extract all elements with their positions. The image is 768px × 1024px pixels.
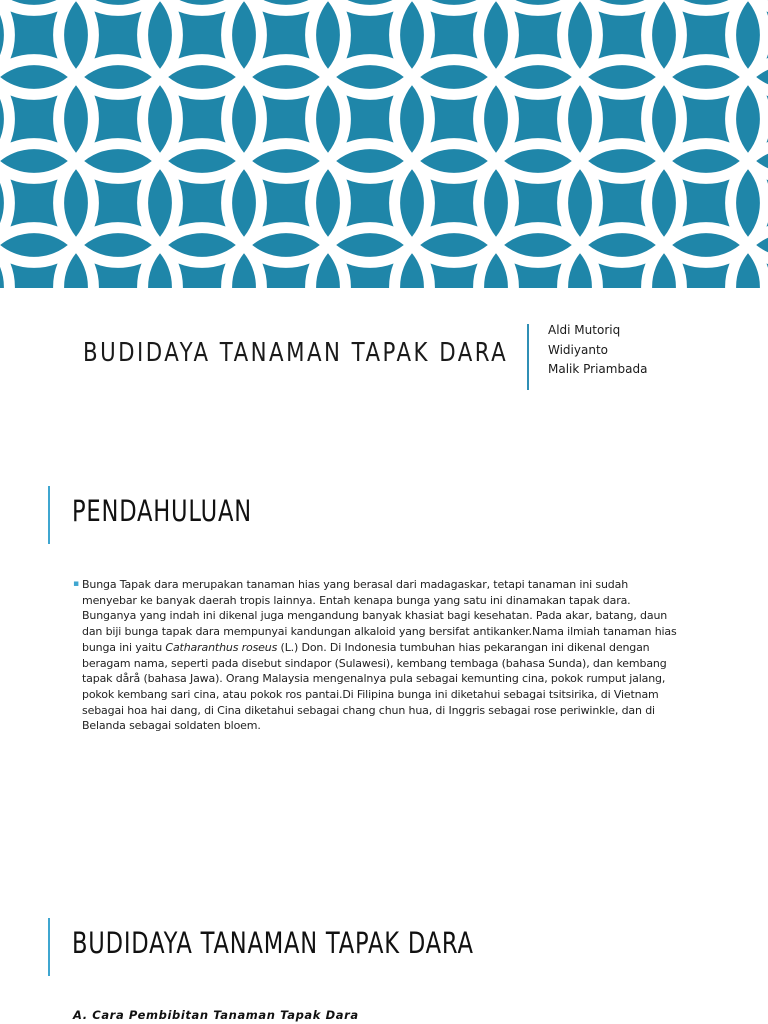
section-accent-bar (48, 918, 50, 976)
author-name: Widiyanto (548, 342, 608, 357)
pembibitan-subheading: A. Cara Pembibitan Tanaman Tapak Dara (73, 1008, 359, 1022)
budidaya-heading: BUDIDAYA TANAMAN TAPAK DARA (72, 926, 474, 960)
banner-pattern (0, 0, 768, 288)
presentation-title: BUDIDAYA TANAMAN TAPAK DARA (83, 338, 509, 368)
intro-text-part1: Bunga Tapak dara merupakan tanaman hias yang berasal dari madagaskar, tetapi tanaman ini sudah menyebar ke banyak daerah tropis lainnya. Entah kenapa bunga yang satu ini dinamakan tapak dara. Bunganya yang indah ini dikenal juga mengandung banyak khasiat bagi kesehatan. Pada akar, batang, daun dan biji bunga tapak dara mempunyai kandungan alkaloid yang bersifat antikanker.Nama ilmiah tanaman hias bunga ini yaitu (82, 578, 677, 654)
author-list (548, 321, 647, 380)
scientific-name: Catharanthus roseus (165, 640, 278, 654)
intro-text-part2: (L.) Don. Di Indonesia tumbuhan hias pekarangan ini dikenal dengan beragam nama, seperti pada disebut sindapor (Sulawesi), kembang tembaga (bahasa Sunda), dan kembang tapak dårå (bahasa Jawa). Orang Malaysia mengenalnya pula sebagai kemunting cina, pokok rumput jalang, pokok kembang sari cina, atau pokok ros pantai.Di Filipina bunga ini diketahui sebagai tsitsirika, di Vietnam sebagai hoa hai dang, di Cina diketahui sebagai chang chun hua, di Inggris sebagai rose periwinkle, dan di Belanda sebagai soldaten bloem. (82, 640, 667, 733)
title-slide (0, 288, 768, 438)
author-name: Malik Priambada (548, 362, 648, 376)
title-divider (527, 324, 529, 390)
pendahuluan-heading: PENDAHULUAN (72, 494, 252, 528)
square-bullet-icon: ▪ (73, 579, 80, 589)
circle-pattern-graphic (0, 0, 768, 288)
author-name: Aldi Mutoriq (548, 323, 621, 337)
intro-bullet (73, 577, 679, 734)
intro-paragraph (82, 577, 679, 734)
section-accent-bar (48, 486, 50, 544)
